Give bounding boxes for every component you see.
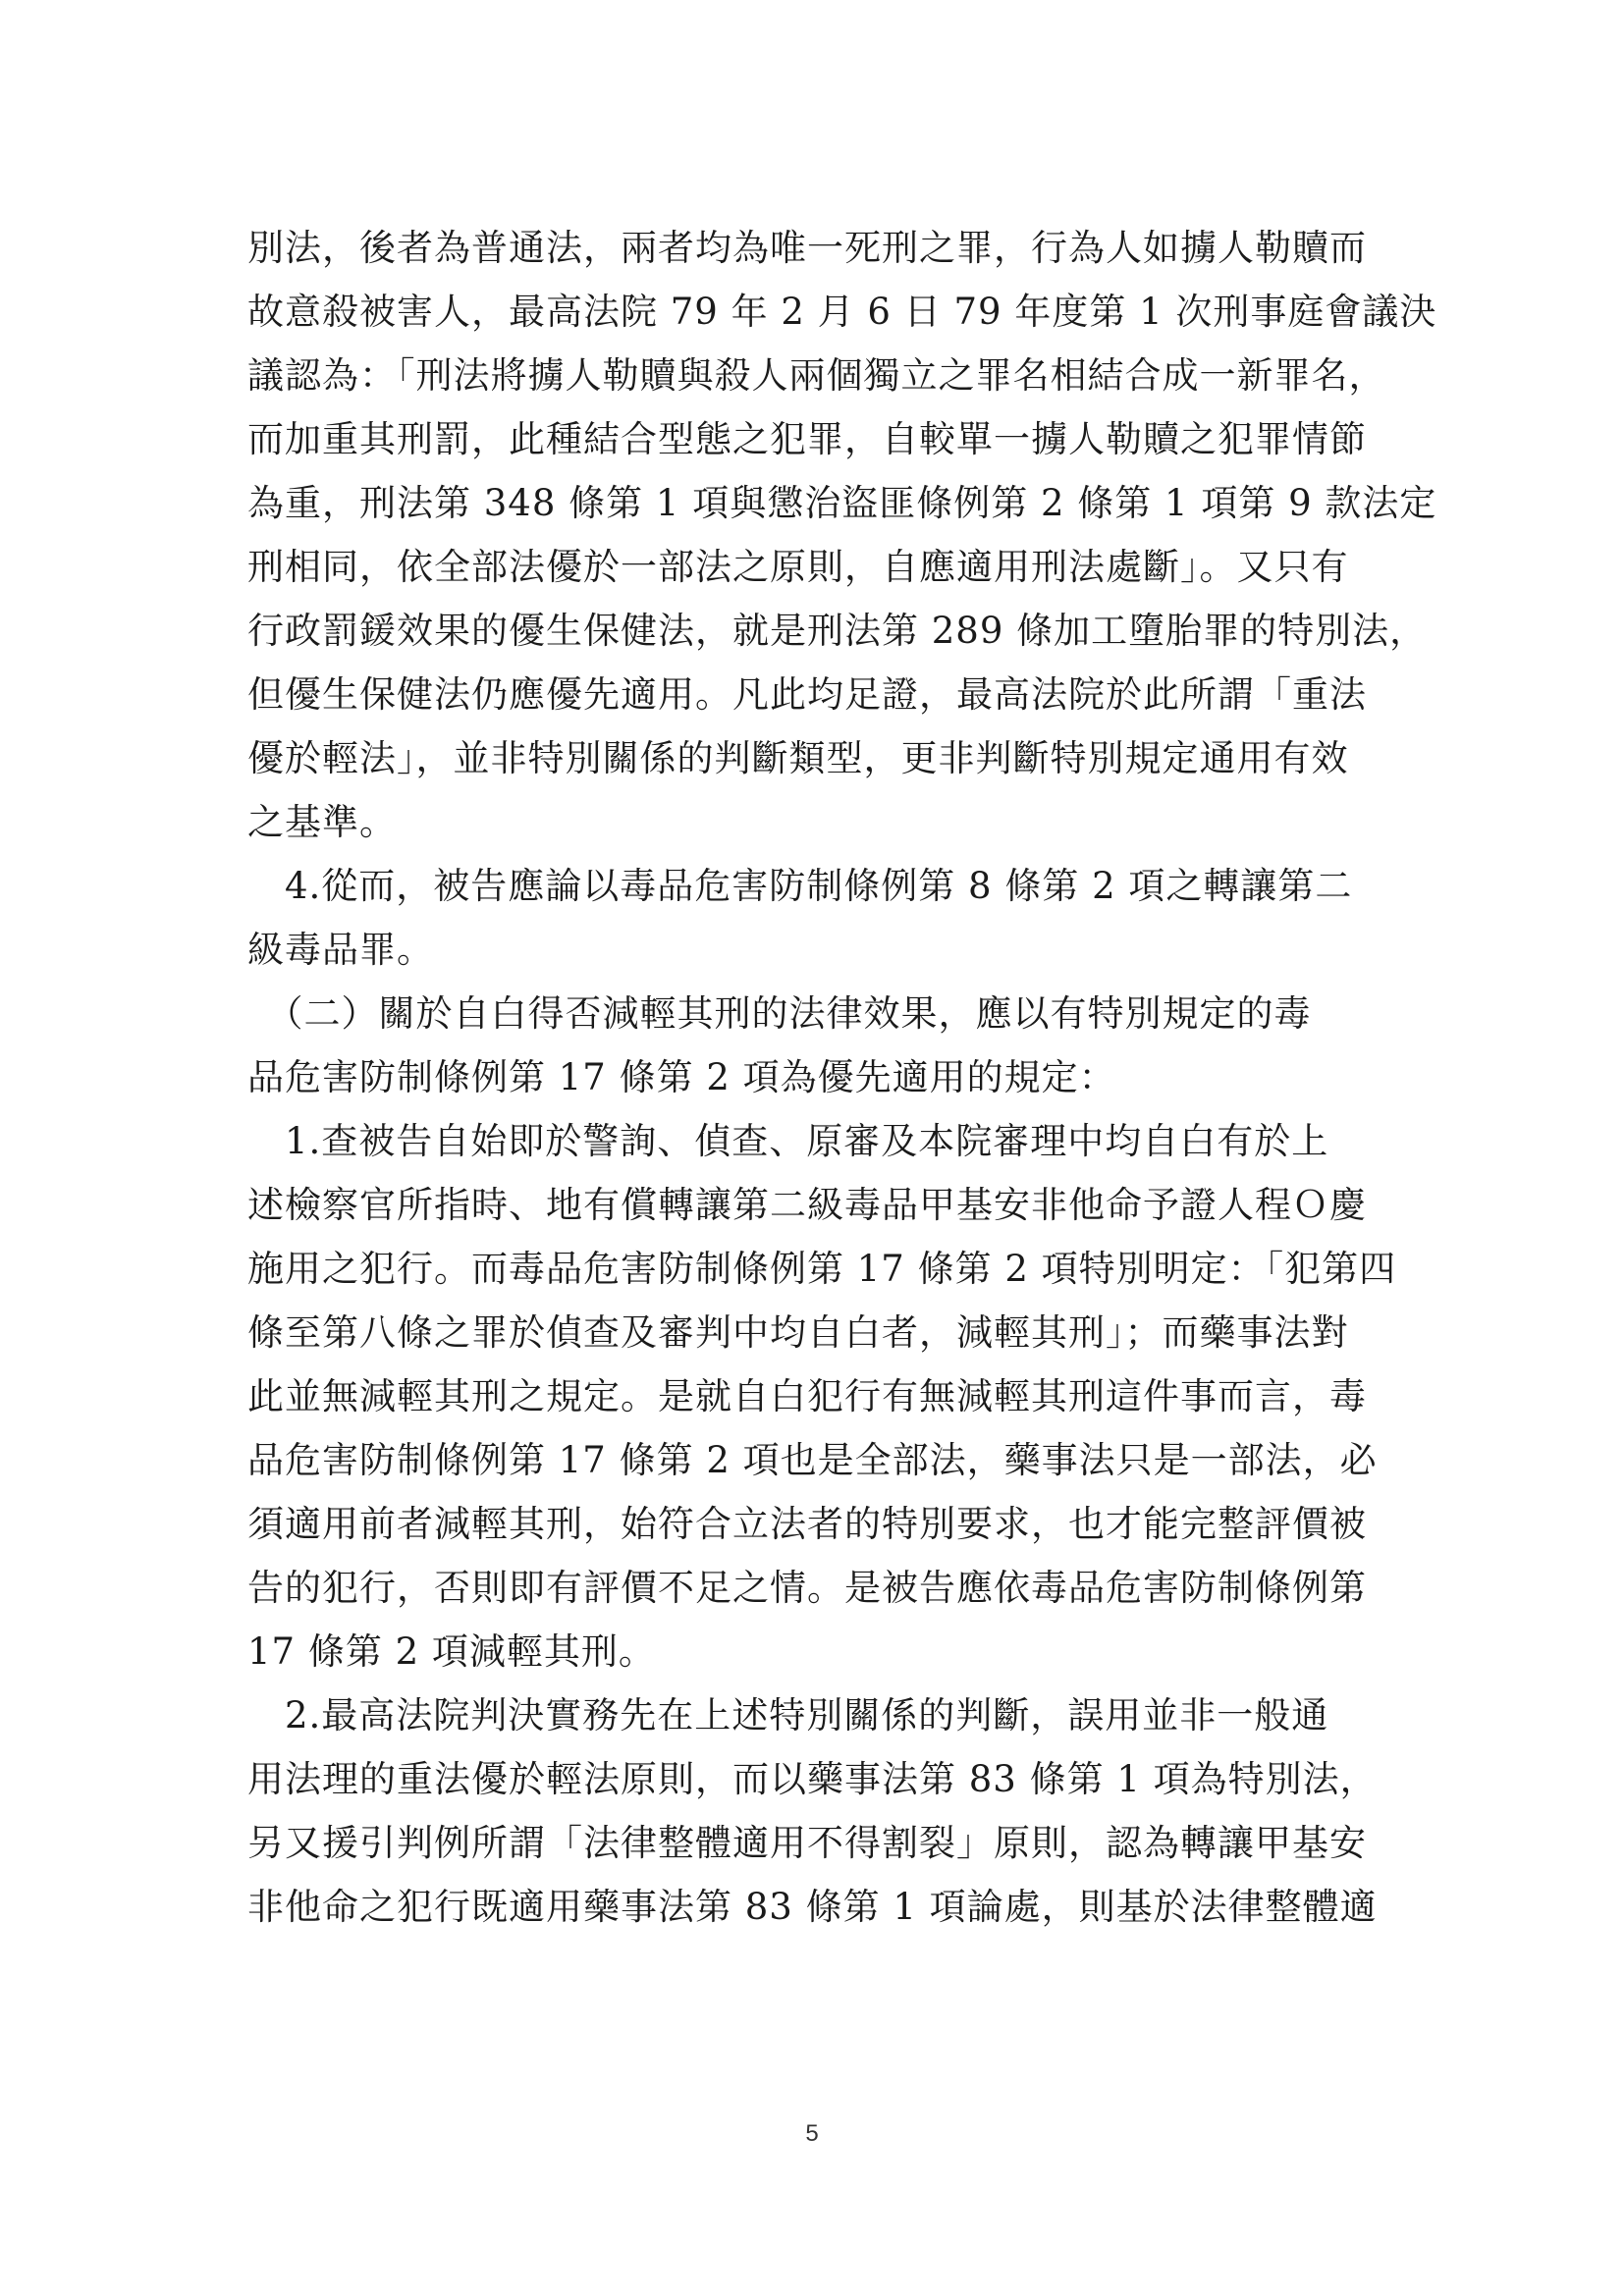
page-number: 5 xyxy=(805,2120,819,2147)
text-line: 行政罰鍰效果的優生保健法，就是刑法第 289 條加工墮胎罪的特別法， xyxy=(247,610,1428,652)
text-line: 之基準。 xyxy=(247,801,397,843)
text-line: 優於輕法」，並非特別關係的判斷類型，更非判斷特別規定通用有效 xyxy=(247,737,1349,779)
text-line: 4.從而，被告應論以毒品危害防制條例第 8 條第 2 項之轉讓第二 xyxy=(247,865,1353,907)
text-line: 2.最高法院判決實務先在上述特別關係的判斷，誤用並非一般通 xyxy=(247,1694,1329,1736)
text-line: （二）關於自白得否減輕其刑的法律效果，應以有特別規定的毒 xyxy=(247,992,1312,1035)
text-line: 條至第八條之罪於偵查及審判中均自白者，減輕其刑」；而藥事法對 xyxy=(247,1311,1349,1354)
text-line: 級毒品罪。 xyxy=(247,929,434,971)
text-line: 17 條第 2 項減輕其刑。 xyxy=(247,1630,656,1673)
text-line: 另又援引判例所謂「法律整體適用不得割裂」原則，認為轉讓甲基安 xyxy=(247,1822,1367,1864)
text-line: 故意殺被害人，最高法院 79 年 2 月 6 日 79 年度第 1 次刑事庭會議決 xyxy=(247,291,1437,333)
text-line: 而加重其刑罰，此種結合型態之犯罪，自較單一擄人勒贖之犯罪情節 xyxy=(247,418,1367,460)
text-line: 刑相同，依全部法優於一部法之原則，自應適用刑法處斷」。又只有 xyxy=(247,546,1349,588)
text-line: 述檢察官所指時、地有償轉讓第二級毒品甲基安非他命予證人程Ｏ慶 xyxy=(247,1184,1367,1226)
text-line: 為重，刑法第 348 條第 1 項與懲治盜匪條例第 2 條第 1 項第 9 款法定 xyxy=(247,482,1437,524)
text-line: 此並無減輕其刑之規定。是就自白犯行有無減輕其刑這件事而言，毒 xyxy=(247,1375,1367,1417)
body-text xyxy=(247,216,1437,1939)
text-line: 1.查被告自始即於警詢、偵查、原審及本院審理中均自白有於上 xyxy=(247,1120,1329,1162)
text-line: 告的犯行，否則即有評價不足之情。是被告應依毒品危害防制條例第 xyxy=(247,1567,1367,1609)
text-line: 須適用前者減輕其刑，始符合立法者的特別要求，也才能完整評價被 xyxy=(247,1503,1367,1545)
text-line: 非他命之犯行既適用藥事法第 83 條第 1 項論處，則基於法律整體適 xyxy=(247,1886,1378,1928)
text-line: 但優生保健法仍應優先適用。凡此均足證，最高法院於此所謂「重法 xyxy=(247,673,1367,716)
text-line: 品危害防制條例第 17 條第 2 項為優先適用的規定： xyxy=(247,1056,1116,1098)
text-line: 品危害防制條例第 17 條第 2 項也是全部法，藥事法只是一部法，必 xyxy=(247,1439,1378,1481)
text-line: 議認為：「刑法將擄人勒贖與殺人兩個獨立之罪名相結合成一新罪名， xyxy=(247,354,1386,397)
text-line: 別法，後者為普通法，兩者均為唯一死刑之罪，行為人如擄人勒贖而 xyxy=(247,227,1367,269)
text-line: 施用之犯行。而毒品危害防制條例第 17 條第 2 項特別明定：「犯第四 xyxy=(247,1248,1397,1290)
text-line: 用法理的重法優於輕法原則，而以藥事法第 83 條第 1 項為特別法， xyxy=(247,1758,1378,1800)
